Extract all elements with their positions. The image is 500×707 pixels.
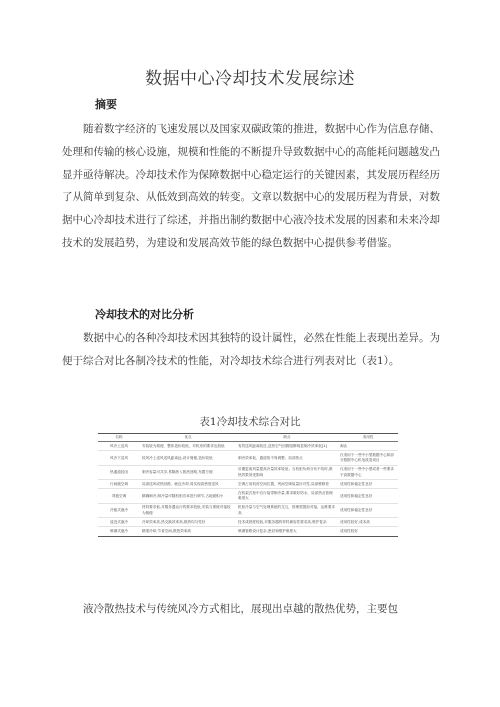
table-row xyxy=(98,465,398,479)
cell-disadvantages: 喷淋管路设计复杂,密封和维护难度大 xyxy=(236,527,338,536)
cell-advantages: 精确制冷,制冷量可随机柜功率进行调节,占地面积小 xyxy=(140,489,236,503)
table-row xyxy=(98,480,398,489)
cell-disadvantages: 有效送风距离较近,送热空气回路阻断明显制冷效率低[1] xyxy=(236,442,338,451)
header-applicability: 适用性 xyxy=(338,434,398,442)
section-paragraph: 数据中心的各种冷却技术因其独特的设计属性，必然在性能上表现出差异。为便于综合对比各制冷技术的性能，对冷却技术综合进行列表对比（表1）。 xyxy=(62,332,440,367)
cell-advantages: 冷却效率高,热交换效率高,散热均匀性好 xyxy=(140,518,236,527)
cell-applicability: 仅适用于一些中小型或者一些要求不高数据中心 xyxy=(338,465,398,479)
cell-name: 浸没式液冷 xyxy=(98,518,140,527)
table-row xyxy=(98,527,398,536)
cell-applicability: 仅适用于一些中小型数据中心和部分数据中心机电改造项目 xyxy=(338,451,398,465)
cell-advantages: 材料要求低,对服务器运行的要求较低,安装与系统对接较为简便 xyxy=(140,503,236,517)
cell-disadvantages: 在机架式柜中自行接带制冷量,要求做好防水，局部热点管理难度大 xyxy=(236,489,338,503)
cell-name: 风冷上送风 xyxy=(98,442,140,451)
cell-applicability: 适用性和稳定性良好 xyxy=(338,503,398,517)
header-advantages: 优点 xyxy=(140,434,236,442)
final-paragraph: 液冷散热技术与传统风冷方式相比，展现出卓越的散热优势，主要包 xyxy=(83,603,398,615)
table-row xyxy=(98,518,398,527)
abstract-paragraph: 随着数字经济的飞速发展以及国家双碳政策的推进，数据中心作为信息存储、处理和传输的核心设施，规模和性能的不断提升导致数据中心的高能耗问题越发凸显并亟待解决。冷却技术作为保障数据中心稳定运行的关键因素，其发展历程经历了从简单到复杂、从低效到高效的转变。文章以数据中心的发展历程为背景，对数据中心冷却技术进行了综述，并指出制约数据中心液冷技术发展的因素和未来冷却技术的发展趋势，为建设和发展高效节能的绿色数据中心提供参考借鉴。 xyxy=(62,123,440,249)
cell-name: 风冷下送风 xyxy=(98,451,140,465)
cell-disadvantages: 技术成熟度较低,对服务器的材料兼容性要求高,维护复杂 xyxy=(236,518,338,527)
cell-applicability: 适用性较好 xyxy=(338,527,398,536)
cell-advantages: 安装较为简便，整体造价较低，对机房的要求也较低 xyxy=(140,442,236,451)
table-row xyxy=(98,451,398,465)
cell-name: 行间级空调 xyxy=(98,480,140,489)
cell-disadvantages: 制冷效率低，通道故不易调整，局部热点 xyxy=(236,451,338,465)
cell-name: 冷板式液冷 xyxy=(98,503,140,517)
cell-applicability: 适用性较好,成本高 xyxy=(338,518,398,527)
cell-advantages: 局部送风或热回路、就近冷却,易实现高密度送风 xyxy=(140,480,236,489)
cell-advantages: 较风冷上送风送风距离远,设计简便,造价较低 xyxy=(140,451,236,465)
section-heading: 冷却技术的对比分析 xyxy=(95,308,194,321)
header-name: 名称 xyxy=(98,434,140,442)
table-row xyxy=(98,442,398,451)
cell-name: 热通道封闭 xyxy=(98,465,140,479)
cell-advantages: 制冷容量可共享,易隔热入散热回路,布置方便 xyxy=(140,465,236,479)
comparison-table xyxy=(98,433,398,537)
cell-applicability: 适用性和稳定性良好 xyxy=(338,480,398,489)
cell-disadvantages: 机柜冷量与空气处理系统的交互，管理需提前对接，运维要求高 xyxy=(236,503,338,517)
document-title: 数据中心冷却技术发展综述 xyxy=(145,69,355,89)
header-disadvantages: 缺点 xyxy=(236,434,338,442)
cell-disadvantages: 空调占用机房空间位置，列间空调装量针对性,局部维修差 xyxy=(236,480,338,489)
table-row xyxy=(98,503,398,517)
table-caption: 表1冷却技术综合对比 xyxy=(199,416,301,428)
cell-applicability: 适用性和稳定性良好 xyxy=(338,489,398,503)
cell-applicability: 淘汰 xyxy=(338,442,398,451)
cell-name: 背板空调 xyxy=(98,489,140,503)
cell-advantages: 精准冷却,节省空间,散热效率高 xyxy=(140,527,236,536)
cell-disadvantages: 后期更改风量提高冷量效率较低；当机柜负荷分布不均时,散热效果易受影响 xyxy=(236,465,338,479)
cell-name: 喷淋式液冷 xyxy=(98,527,140,536)
table-row xyxy=(98,489,398,503)
abstract-heading: 摘要 xyxy=(95,98,117,111)
